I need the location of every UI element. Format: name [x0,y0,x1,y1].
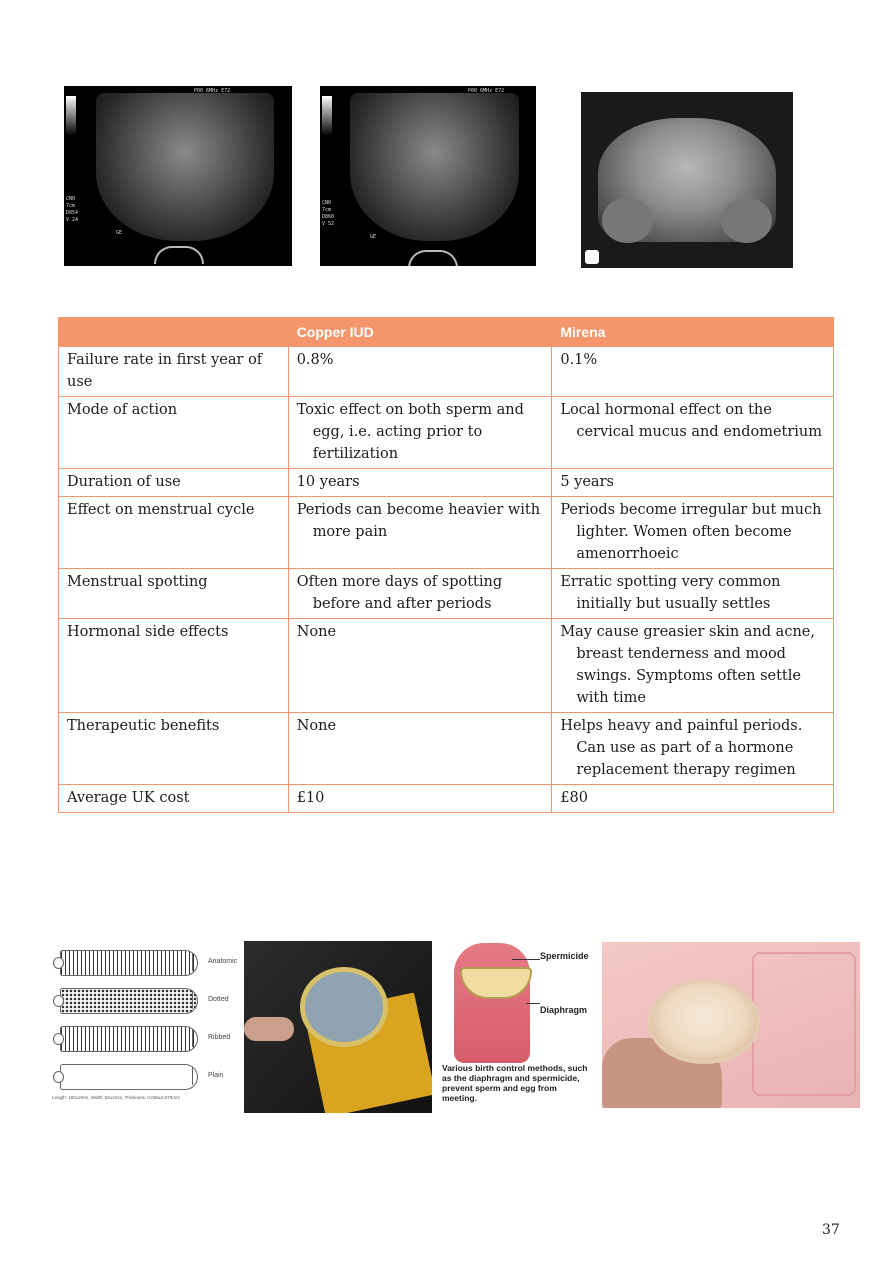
copper-cell: £10 [288,785,552,813]
mirena-cell: £80 [552,785,834,813]
copper-cell: None [288,619,552,713]
ultrasound-corner: GE [116,230,123,236]
row-label: Hormonal side effects [59,619,289,713]
diaphragm-caption: Various birth control methods, such as the diaphragm and spermicide, prevent sperm and egg from meeting. [442,1063,588,1103]
condom-label: Dotted [208,996,229,1003]
copper-cell: None [288,713,552,785]
diaphragm-diagram [440,941,598,1111]
mirena-cell: 5 years [552,469,834,497]
mirena-cell: May cause greasier skin and acne, breast tenderness and mood swings. Symptoms often settle with time [552,619,834,713]
pelvic-xray-image [581,92,793,268]
ultrasound-tag: 7cm [322,207,332,213]
mirena-cell: Erratic spotting very common initially but usually settles [552,569,834,619]
ultrasound-image-1 [64,86,292,266]
finger [244,1017,294,1041]
table-row [59,347,834,397]
copper-cell: 10 years [288,469,552,497]
row-label: Menstrual spotting [59,569,289,619]
ultrasound-tag: 7cm [66,203,76,209]
table-row [59,497,834,569]
ultrasound-tag: D860 [322,214,335,220]
header-mirena: Mirena [552,318,834,347]
copper-cell: Periods can become heavier with more pain [288,497,552,569]
row-label: Average UK cost [59,785,289,813]
condom-anatomic-shape [60,950,198,976]
spermicide-label: Spermicide [540,951,589,961]
row-label: Failure rate in first year of use [59,347,289,397]
pointer-line [512,959,540,960]
table-row [59,619,834,713]
diaphragm-cup [648,980,760,1064]
mirena-cell: Helps heavy and painful periods. Can use as part of a hormone replacement therapy regimen [552,713,834,785]
ultrasound-header: P00 6MHz E72 [468,88,505,94]
header-empty [59,318,289,347]
condom-ring [300,967,388,1047]
hip-right [721,198,772,244]
copper-cell: Often more days of spotting before and after periods [288,569,552,619]
logo-badge [585,250,599,264]
probe-arc [154,246,204,264]
row-label: Duration of use [59,469,289,497]
ultrasound-fan [96,93,274,241]
diaphragm-photo [602,942,860,1108]
condom-packet-photo [244,941,432,1113]
copper-cell: 0.8% [288,347,552,397]
table-row [59,785,834,813]
pointer-line [526,1003,540,1004]
ultrasound-image-2 [320,86,536,266]
iud-comparison-table [58,317,834,813]
mirena-cell: Periods become irregular but much lighter. Women often become amenorrhoeic [552,497,834,569]
ultrasound-header: P00 6MHz E72 [194,88,231,94]
condom-dimensions-caption: Length: 180±2mm, Width: 52±2mm, Thickness: 0.065±0.075mm [52,1095,180,1100]
ultrasound-corner: GE [370,234,377,240]
diaphragm-label: Diaphragm [540,1005,588,1015]
diaphragm-case [752,952,856,1096]
condom-plain-shape [60,1064,198,1090]
mirena-cell: 0.1% [552,347,834,397]
mirena-cell: Local hormonal effect on the cervical mucus and endometrium [552,397,834,469]
ultrasound-tag: V 52 [322,221,335,227]
ultrasound-tag: CN0 [66,196,76,202]
row-label: Mode of action [59,397,289,469]
header-copper-iud: Copper IUD [288,318,552,347]
table-row [59,469,834,497]
row-label: Effect on menstrual cycle [59,497,289,569]
condom-label: Plain [208,1072,224,1079]
page-number: 37 [822,1222,840,1238]
table-row [59,569,834,619]
condom-label: Anatomic [208,958,238,965]
table-row [59,397,834,469]
ultrasound-tag: V 24 [66,217,79,223]
table-header-row [59,318,834,347]
row-label: Therapeutic benefits [59,713,289,785]
condom-types-diagram [52,942,240,1104]
ultrasound-tag: CN0 [322,200,332,206]
condom-dotted-shape [60,988,198,1014]
ultrasound-fan [350,93,518,241]
copper-cell: Toxic effect on both sperm and egg, i.e. acting prior to fertilization [288,397,552,469]
hip-left [602,198,653,244]
grayscale-bar [66,96,76,136]
ultrasound-tag: D854 [66,210,79,216]
cervix-shape [454,943,530,1063]
table-row [59,713,834,785]
condom-ribbed-shape [60,1026,198,1052]
grayscale-bar [322,96,332,136]
condom-label: Ribbed [208,1034,231,1041]
probe-arc [408,250,458,266]
